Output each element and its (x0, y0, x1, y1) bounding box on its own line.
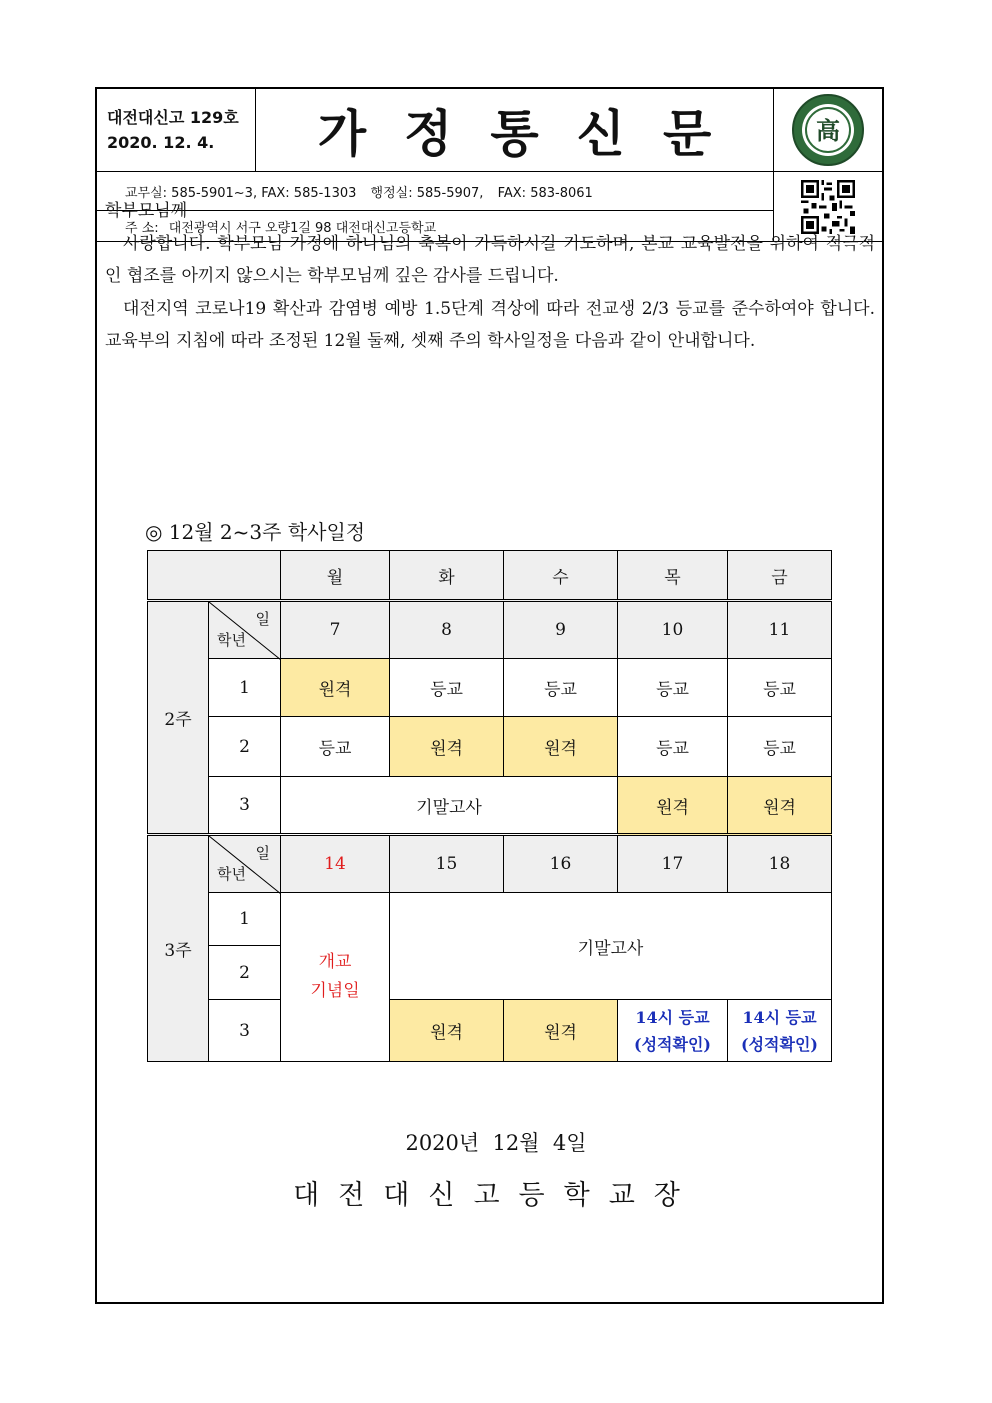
week2-corner (209, 601, 281, 659)
status-cell: 원격 (504, 717, 618, 777)
grade-cell: 1 (209, 893, 281, 946)
day-mon: 월 (281, 551, 390, 601)
issue-info (97, 89, 256, 172)
note-line1: 14시 등교 (635, 1007, 710, 1027)
issue-number: 대전대신고 129호 (107, 108, 239, 127)
grade-cell: 3 (209, 1000, 281, 1062)
grade-cell: 2 (209, 946, 281, 1000)
status-cell: 등교 (728, 659, 832, 717)
holiday-line1: 개교 (318, 952, 352, 972)
status-cell: 원격 (390, 1000, 504, 1062)
status-cell: 등교 (618, 659, 728, 717)
status-cell: 원격 (504, 1000, 618, 1062)
holiday-cell (281, 893, 390, 1062)
date-cell: 8 (390, 601, 504, 659)
week2-label: 2주 (148, 601, 209, 835)
week3-grade1-row (148, 893, 832, 946)
address-label: 주 소: (125, 221, 159, 236)
week2-date-row (148, 601, 832, 659)
week2-grade2-row (148, 717, 832, 777)
status-cell: 원격 (281, 659, 390, 717)
note-line1: 14시 등교 (742, 1007, 817, 1027)
day-tue: 화 (390, 551, 504, 601)
date-cell: 15 (390, 835, 504, 893)
grade-cell: 2 (209, 717, 281, 777)
weekday-header-row (148, 551, 832, 601)
status-cell: 등교 (618, 717, 728, 777)
grade-cell: 1 (209, 659, 281, 717)
school-emblem-icon (790, 92, 866, 168)
paragraph-thanks: 사랑합니다. 학부모님 가정에 하나님의 축복이 가득하시길 기도하며, 본교 교육발전을 위하여 적극적인 협조를 아끼지 않으시는 학부모님께 깊은 감사를 드립니다. (105, 233, 875, 286)
emblem-letter: 高 (816, 117, 840, 145)
status-cell: 등교 (390, 659, 504, 717)
day-fri: 금 (728, 551, 832, 601)
week3-label: 3주 (148, 835, 209, 1062)
principal-signature: 대전대신고등학교장 (293, 1180, 699, 1211)
day-wed: 수 (504, 551, 618, 601)
greeting: 학부모님께 (105, 201, 188, 221)
date-cell: 17 (618, 835, 728, 893)
final-exam-cell: 기말고사 (390, 893, 832, 1000)
note-line2: (성적확인) (634, 1034, 711, 1054)
admin-fax: FAX: 583-8061 (497, 186, 593, 201)
final-exam-cell: 기말고사 (281, 777, 618, 835)
letter-body (105, 195, 875, 358)
corner-day-label: 일 (255, 844, 270, 862)
office-phone: 교무실: 585-5901~3, FAX: 585-1303 (125, 186, 357, 201)
issue-date-footer: 2020년 12월 4일 (405, 1131, 587, 1155)
grade-cell: 3 (209, 777, 281, 835)
date-cell: 11 (728, 601, 832, 659)
paragraph-notice: 대전지역 코로나19 확산과 감염병 예방 1.5단계 격상에 따라 전교생 2/3 등교를 준수하여야 합니다. 교육부의 지침에 따라 조정된 12월 둘째, 셋째 주의 학사일정을 다음과 같이 안내합니다. (105, 298, 875, 351)
header-corner (148, 551, 281, 601)
issue-date: 2020. 12. 4. (107, 133, 215, 152)
week2-grade1-row (148, 659, 832, 717)
status-cell: 등교 (728, 717, 832, 777)
date-cell: 10 (618, 601, 728, 659)
holiday-line2: 기념일 (310, 981, 360, 1001)
date-cell: 9 (504, 601, 618, 659)
status-cell: 등교 (281, 717, 390, 777)
corner-grade-label: 학년 (217, 865, 246, 883)
status-cell: 원격 (618, 777, 728, 835)
note-line2: (성적확인) (741, 1034, 818, 1054)
corner-grade-label: 학년 (217, 631, 246, 649)
address-text: 대전광역시 서구 오량1길 98 대전대신고등학교 (168, 221, 437, 236)
week3-corner (209, 835, 281, 893)
corner-day-label: 일 (255, 610, 270, 628)
status-cell: 원격 (728, 777, 832, 835)
date-cell: 16 (504, 835, 618, 893)
day-thu: 목 (618, 551, 728, 601)
week3-grade3-row (148, 1000, 832, 1062)
schedule-title: ◎ 12월 2~3주 학사일정 (145, 520, 366, 544)
status-cell-note (728, 1000, 832, 1062)
admin-phone: 행정실: 585-5907, (370, 186, 484, 201)
page-title: 가정통신문 (256, 89, 773, 172)
date-cell: 18 (728, 835, 832, 893)
status-cell-note (618, 1000, 728, 1062)
date-cell: 7 (281, 601, 390, 659)
school-emblem (773, 89, 882, 172)
status-cell: 등교 (504, 659, 618, 717)
status-cell: 원격 (390, 717, 504, 777)
week2-grade3-row (148, 777, 832, 835)
schedule-table (147, 550, 832, 1062)
week3-date-row (148, 835, 832, 893)
date-cell-holiday: 14 (281, 835, 390, 893)
